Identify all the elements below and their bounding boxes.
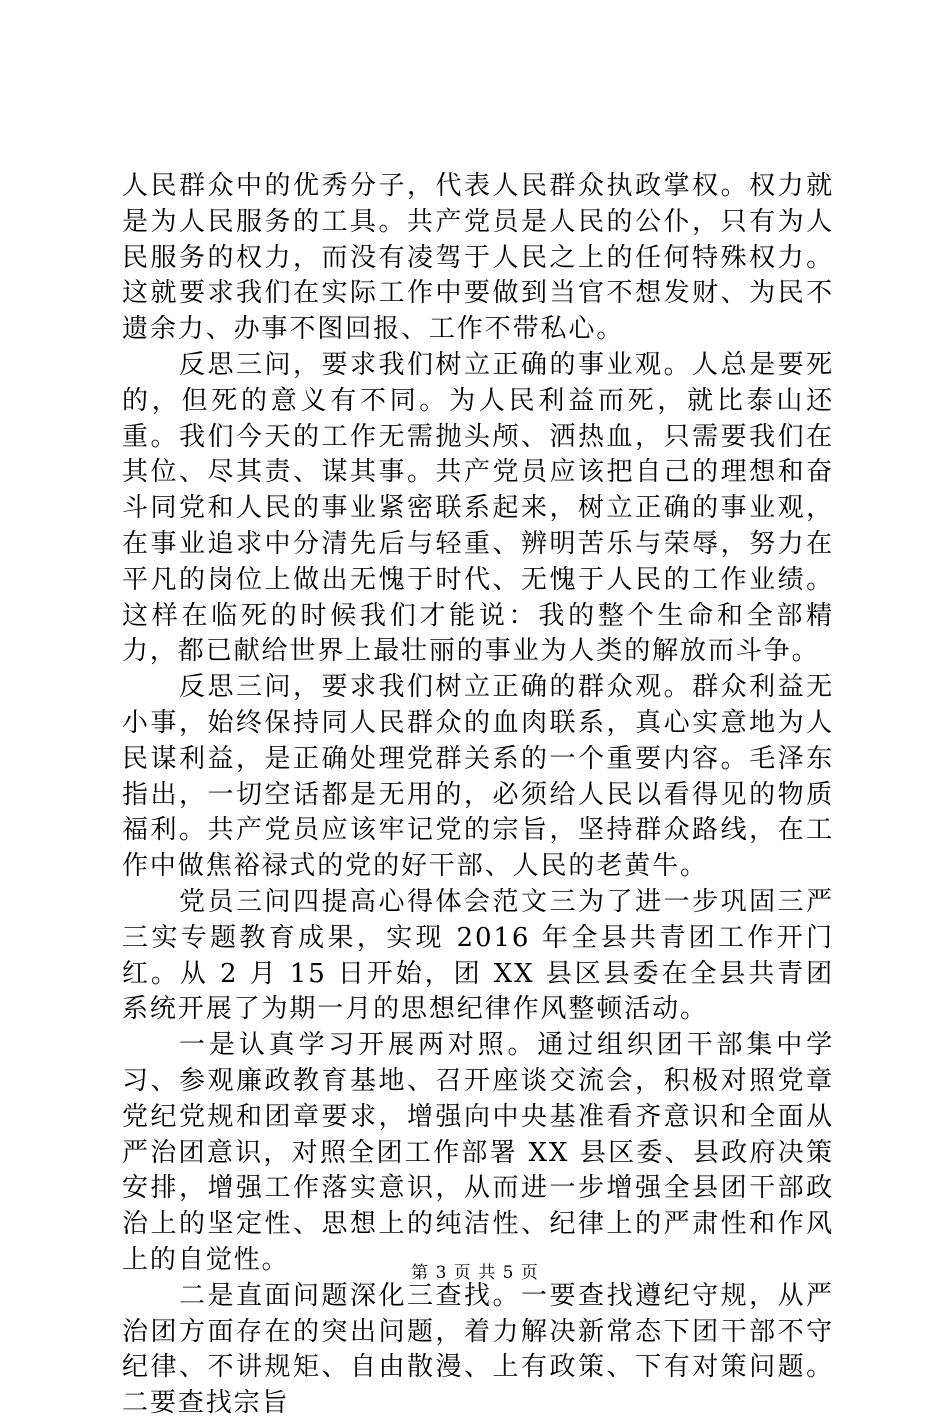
paragraph-6: 二是直面问题深化三查找。一要查找遵纪守规，从严治团方面存在的突出问题，着力解决新常态下团干部不守纪律、不讲规矩、自由散漫、上有政策、下有对策问题。二要查找宗旨 [122,1280,834,1419]
paragraph-3: 反思三问，要求我们树立正确的群众观。群众利益无小事，始终保持同人民群众的血肉联系，真心实意地为人民谋利益，是正确处理党群关系的一个重要内容。毛泽东指出，一切空话都是无用的，必须给人民以看得见的物质福利。共产党员应该牢记党的宗旨，坚持群众路线，在工作中做焦裕禄式的党的好干部、人民的老黄牛。 [122,672,834,882]
page-footer: 第 3 页 共 5 页 [411,1263,539,1283]
paragraph-4: 党员三问四提高心得体会范文三为了进一步巩固三严三实专题教育成果，实现 2016 年全县共青团工作开门红。从 2 月 15 日开始，团 XX 县区县委在全县共青团系统开展了为期一月的思想纪律作风整顿活动。 [122,886,834,1025]
document-body [122,169,834,1422]
paragraph-5: 一是认真学习开展两对照。通过组织团干部集中学习、参观廉政教育基地、召开座谈交流会，积极对照党章党纪党规和团章要求，增强向中央基准看齐意识和全面从严治团意识，对照全团工作部署 XX 县区委、县政府决策安排，增强工作落实意识，从而进一步增强全县团干部政治上的坚定性、思想上的纯洁性、纪律上的严肃性和作风上的自觉性。 [122,1030,834,1275]
paragraph-1: 人民群众中的优秀分子，代表人民群众执政掌权。权力就是为人民服务的工具。共产党员是人民的公仆，只有为人民服务的权力，而没有凌驾于人民之上的任何特殊权力。这就要求我们在实际工作中要做到当官不想发财、为民不遗余力、办事不图回报、工作不带私心。 [122,171,834,345]
paragraph-2: 反思三问，要求我们树立正确的事业观。人总是要死的，但死的意义有不同。为人民利益而死，就比泰山还重。我们今天的工作无需抛头颅、洒热血，只需要我们在其位、尽其责、谋其事。共产党员应该把自己的理想和奋斗同党和人民的事业紧密联系起来，树立正确的事业观，在事业追求中分清先后与轻重、辨明苦乐与荣辱，努力在平凡的岗位上做出无愧于时代、无愧于人民的工作业绩。这样在临死的时候我们才能说：我的整个生命和全部精力，都已献给世界上最壮丽的事业为人类的解放而斗争。 [122,349,834,667]
